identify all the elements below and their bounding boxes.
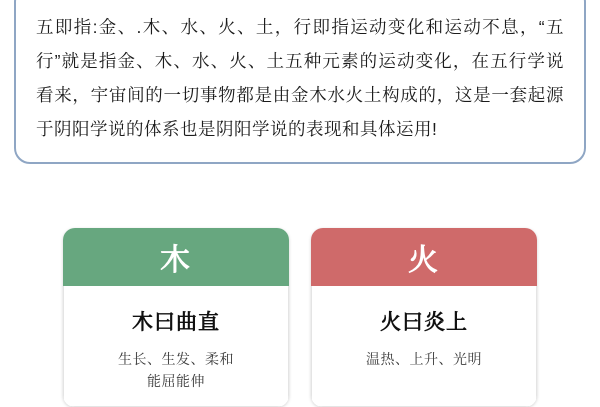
element-symbol-fire: 火 [311, 228, 537, 286]
element-title-wood: 木曰曲直 [132, 311, 220, 334]
element-symbol-wood: 木 [63, 228, 289, 286]
element-card-wood [63, 228, 289, 407]
element-desc-line: 生长、生发、柔和 [118, 351, 234, 367]
element-cards-row [0, 228, 600, 407]
element-body-wood [63, 286, 289, 407]
element-title-fire: 火曰炎上 [380, 311, 468, 334]
intro-card [14, 0, 586, 164]
element-desc-fire [322, 348, 526, 370]
element-card-fire [311, 228, 537, 407]
element-desc-line: 能屈能伸 [147, 373, 205, 389]
intro-paragraph: 五即指:金、.木、水、火、土，行即指运动变化和运动不息，“五行”就是指金、木、水、火、土五种元素的运动变化，在五行学说看来，宇宙间的一切事物都是由金木水火土构成的，这是一套起源于阴阳学说的体系也是阴阳学说的表现和具体运用! [36, 17, 564, 139]
element-body-fire [311, 286, 537, 407]
element-desc-line: 温热、上升、光明 [366, 351, 482, 367]
element-desc-wood [74, 348, 278, 392]
